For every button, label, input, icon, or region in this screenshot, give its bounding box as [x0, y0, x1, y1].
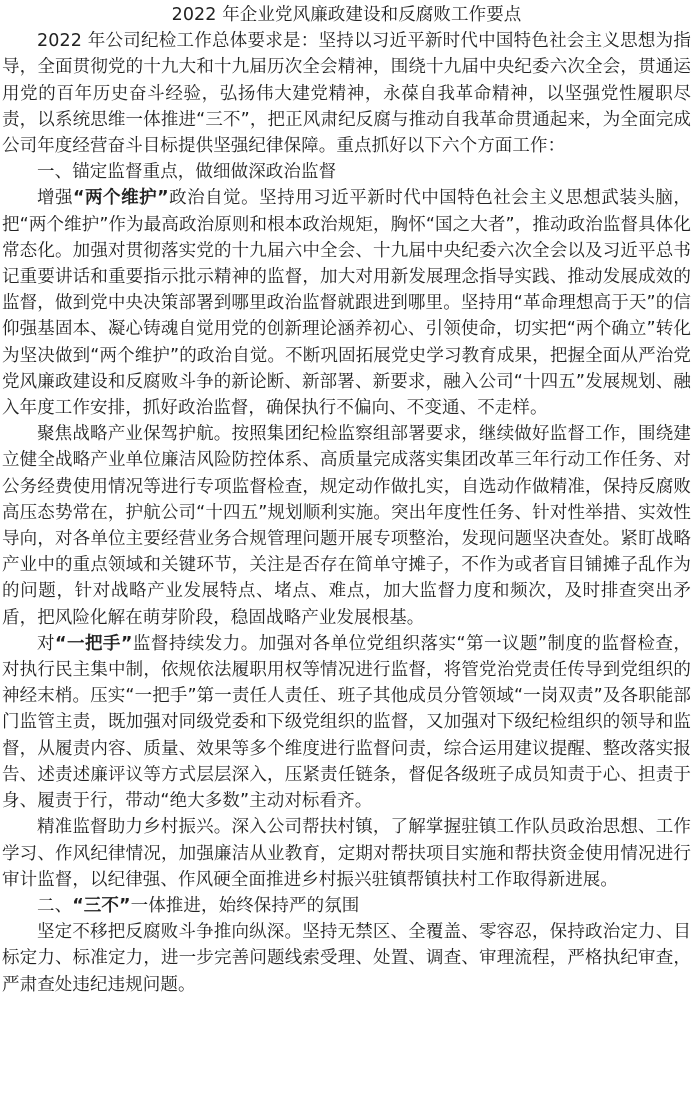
section-1-heading: 一、锚定监督重点，做细做深政治监督	[37, 162, 337, 183]
paragraph-body: 按照集团纪检监察组部署要求，继续做好监督工作，围绕建立健全战略产业单位廉洁风险防控体系、高质量完成落实集团改革三年行动工作任务、对公务经费使用情况等进行专项监督检查，规定动作做扎实，自选动作做精准，保持反腐败高压态势常在，护航公司“十四五”规划顺利实施。突出年度性任务、针对性举措、实效性导向，对各单位主要经营业务合规管理问题开展专项整治，发现问题坚决查处。紧盯战略产业中的重点领域和关键环节，关注是否存在简单守摊子，不作为或者盲目铺摊子乱作为的问题，针对战略产业发展特点、堵点、难点，加大监督力度和频次，及时排查突出矛盾，把风险化解在萌芽阶段，稳固战略产业发展根基。	[2, 424, 691, 628]
paragraph-lead-emphasis: “两个维护”	[73, 188, 169, 209]
intro-paragraph: 2022 年公司纪检工作总体要求是：坚持以习近平新时代中国特色社会主义思想为指导，全面贯彻党的十九大和十九届历次全会精神，围绕十九届中央纪委六次全会，贯通运用党的百年历史奋斗经验，弘扬伟大建党精神，永葆自我革命精神，以坚强党性履职尽责，以系统思维一体推进“三不”，把正风肃纪反腐与推动自我革命贯通起来，为全面完成公司年度经营奋斗目标提供坚强纪律保障。重点抓好以下六个方面工作：	[2, 31, 691, 157]
paragraph-lead-text: 增强	[37, 188, 74, 209]
heading-text: 二、	[37, 895, 73, 916]
paragraph-lead-text: 政治自觉。	[168, 188, 260, 209]
paragraph-lead-text: 坚定不移把反腐败斗争推向纵深。	[37, 922, 303, 943]
heading-text: 一体推进，始终保持严的氛围	[130, 895, 360, 916]
document-title: 2022 年企业党风廉政建设和反腐败工作要点	[171, 5, 522, 25]
heading-emphasis: “三不”	[72, 895, 131, 916]
paragraph-lead-text: 精准监督助力乡村振兴。	[37, 817, 232, 838]
section-1-paragraph-2	[2, 421, 691, 631]
section-1-paragraph-3	[2, 631, 691, 814]
paragraph-lead-text: 聚焦战略产业保驾护航。	[37, 424, 232, 445]
paragraph-body: 深入公司帮扶村镇，了解掌握驻镇工作队员政治思想、工作学习、作风纪律情况，加强廉洁从业教育，定期对帮扶项目实施和帮扶资金使用情况进行审计监督，以纪律强、作风硬全面推进乡村振兴驻镇帮镇扶村工作取得新进展。	[2, 817, 691, 890]
paragraph-lead-text: 监督持续发力。	[132, 633, 259, 654]
section-2-heading	[2, 893, 691, 919]
paragraph-lead-emphasis: “一把手”	[54, 633, 133, 654]
section-1-paragraph-4	[2, 814, 691, 893]
section-1-paragraph-1	[2, 185, 691, 421]
section-2-paragraph-1	[2, 919, 691, 998]
paragraph-body: 坚持无禁区、全覆盖、零容忍，保持政治定力、目标定力、标准定力，进一步完善问题线索受理、处置、调查、审理流程，严格执纪审查，严肃查处违纪违规问题。	[2, 922, 692, 995]
paragraph-lead-text: 对	[37, 633, 55, 654]
paragraph-body: 坚持用习近平新时代中国特色社会主义思想武装头脑，把“两个维护”作为最高政治原则和根本政治规矩，胸怀“国之大者”，推动政治监督具体化常态化。加强对贯彻落实党的十九届六中全会、十九届中央纪委六次全会以及习近平总书记重要讲话和重要指示批示精神的监督，加大对用新发展理念指导实践、推动发展成效的监督，做到党中央决策部署到哪里政治监督就跟进到哪里。坚持用“革命理想高于天”的信仰强基固本、凝心铸魂自觉用党的创新理论涵养初心、引领使命，切实把“两个确立”转化为坚决做到“两个维护”的政治自觉。不断巩固拓展党史学习教育成果，把握全面从严治党党风廉政建设和反腐败斗争的新论断、新部署、新要求，融入公司“十四五”发展规划、融入年度工作安排，抓好政治监督，确保执行不偏向、不变通、不走样。	[2, 188, 691, 419]
paragraph-body: 加强对各单位党组织落实“第一议题”制度的监督检查，对执行民主集中制，依规依法履职用权等情况进行监督，将管党治党责任传导到党组织的神经末梢。压实“一把手”第一责任人责任、班子其他成员分管领域“一岗双责”及各职能部门监管主责，既加强对同级党委和下级党组织的监督，又加强对下级纪检组织的领导和监督，从履责内容、质量、效果等多个维度进行监督问责，综合运用建议提醒、整改落实报告、述责述廉评议等方式层层深入，压紧责任链条，督促各级班子成员知责于心、担责于身、履责于行，带动“绝大多数”主动对标看齐。	[2, 633, 691, 812]
